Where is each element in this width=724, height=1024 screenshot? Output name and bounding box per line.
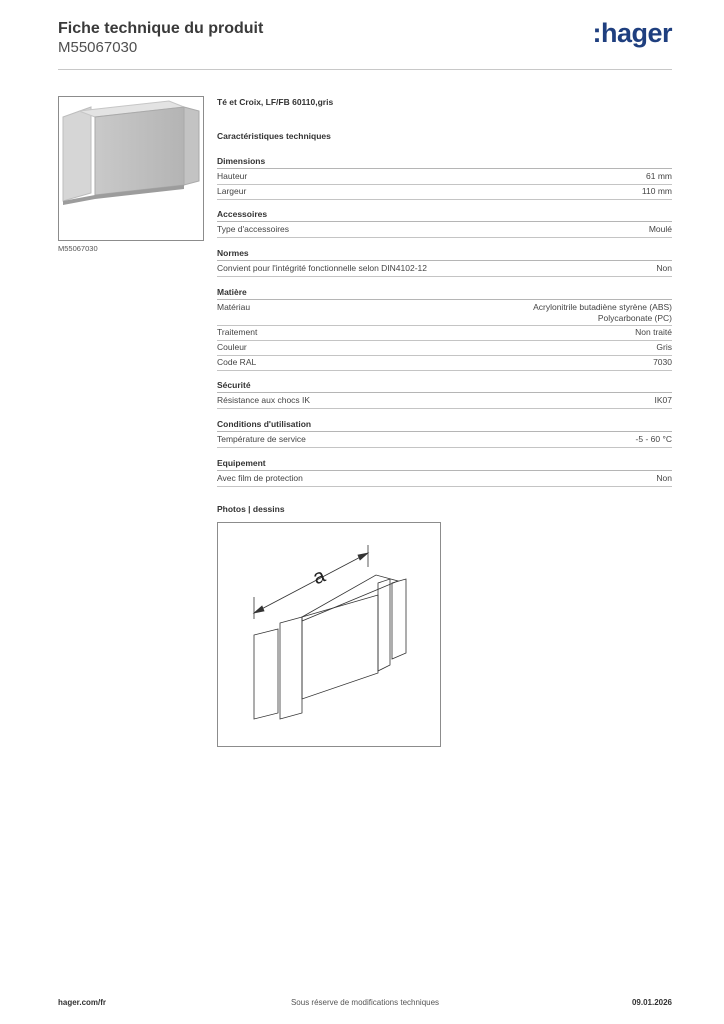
spec-label: Température de service [217, 434, 306, 444]
section-accessoires-title: Accessoires [217, 209, 672, 222]
product-photo-image [59, 97, 203, 240]
footer-website-link[interactable]: hager.com/fr [58, 998, 107, 1007]
spec-value-line: Acrylonitrile butadiène styrène (ABS) [533, 302, 672, 312]
spec-row-materiau [217, 301, 672, 326]
footer-disclaimer: Sous réserve de modifications techniques [290, 998, 440, 1007]
product-reference: M55067030 [58, 39, 138, 56]
spec-label: Hauteur [217, 171, 248, 181]
footer-date: 09.01.2026 [631, 998, 672, 1007]
spec-label: Couleur [217, 342, 247, 352]
spec-value [533, 302, 672, 324]
technical-drawing-image [218, 523, 440, 746]
spec-value: Non [656, 473, 672, 483]
spec-row-type-accessoires [217, 223, 672, 238]
spec-label: Résistance aux chocs IK [217, 395, 311, 405]
technical-drawing [217, 522, 441, 747]
spec-row-hauteur [217, 170, 672, 185]
section-normes-title: Normes [217, 248, 672, 261]
section-matiere-title: Matière [217, 287, 672, 300]
spec-row-code-ral [217, 356, 672, 371]
spec-label: Type d'accessoires [217, 224, 290, 234]
characteristics-heading: Caractéristiques techniques [217, 131, 331, 141]
spec-label: Avec film de protection [217, 473, 303, 483]
spec-value: Non [656, 263, 672, 273]
section-conditions-title: Conditions d'utilisation [217, 419, 672, 432]
spec-value: IK07 [654, 395, 672, 405]
product-photo [58, 96, 204, 241]
spec-row-film [217, 472, 672, 487]
spec-label: Code RAL [217, 357, 257, 367]
spec-value: Moulé [648, 224, 672, 234]
product-name: Té et Croix, LF/FB 60110,gris [217, 97, 334, 107]
spec-value: 7030 [653, 357, 672, 367]
spec-row-din4102 [217, 262, 672, 277]
hager-logo: :hager [592, 18, 672, 48]
spec-label: Largeur [217, 186, 247, 196]
spec-row-traitement [217, 326, 672, 341]
spec-value: Gris [656, 342, 672, 352]
dimension-label-a: a [309, 564, 329, 590]
section-securite-title: Sécurité [217, 380, 672, 393]
photos-heading: Photos | dessins [217, 504, 285, 514]
spec-value-line: Polycarbonate (PC) [597, 313, 672, 323]
spec-value: 61 mm [646, 171, 672, 181]
spec-row-ik [217, 394, 672, 409]
spec-label: Convient pour l'intégrité fonctionnelle selon DIN4102-12 [217, 263, 428, 273]
document-title: Fiche technique du produit [58, 20, 264, 37]
spec-label: Traitement [217, 327, 258, 337]
section-dimensions-title: Dimensions [217, 156, 672, 169]
spec-row-couleur [217, 341, 672, 356]
photo-caption: M55067030 [58, 244, 98, 253]
spec-label: Matériau [217, 302, 251, 312]
spec-row-temperature [217, 433, 672, 448]
spec-value: -5 - 60 °C [635, 434, 672, 444]
spec-row-largeur [217, 185, 672, 200]
spec-value: 110 mm [641, 186, 672, 196]
section-equipement-title: Equipement [217, 458, 672, 471]
page-header [58, 20, 672, 70]
spec-value: Non traité [635, 327, 672, 337]
